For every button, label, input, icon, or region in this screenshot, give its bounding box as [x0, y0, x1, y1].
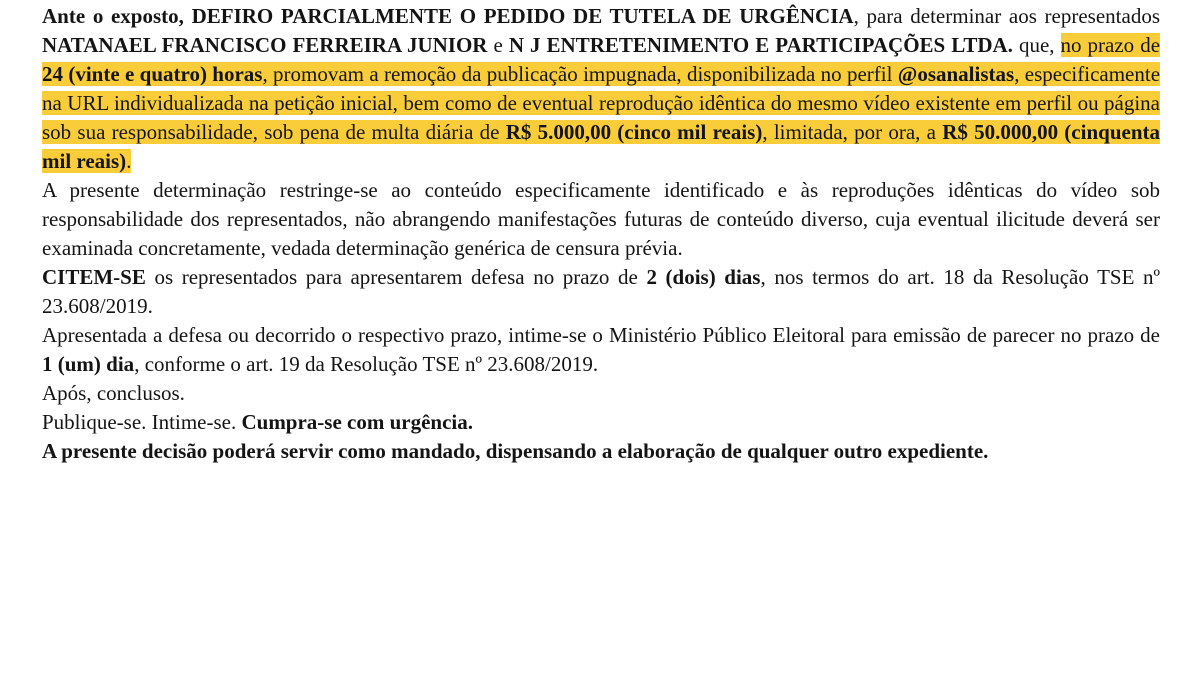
intro-text: Ante o exposto, — [42, 4, 184, 28]
text-segment: , promovam a remoção da publicação impugnada, disponibilizada no perfil — [262, 62, 893, 86]
text-segment: que, — [1018, 33, 1055, 57]
text-segment: e — [493, 33, 503, 57]
paragraph-citation — [42, 263, 1160, 321]
text-segment: , especificamente na URL individualizada na petição inicial, bem como de eventual reprodução idêntica do mesmo vídeo existente em perfil ou página sob sua responsabilidade, sob pena de multa diária de — [42, 62, 1161, 144]
daily-fine: R$ 5.000,00 (cinco mil reais) — [505, 120, 763, 144]
text-segment: os representados para apresentarem defesa no prazo de — [154, 265, 638, 289]
opinion-deadline: 1 (um) dia — [42, 352, 135, 376]
paragraph-conclusion: Após, conclusos. — [42, 381, 185, 405]
party-name-2: N J ENTRETENIMENTO E PARTICIPAÇÕES LTDA. — [508, 33, 1013, 57]
paragraph-decision — [42, 2, 1160, 176]
text-segment: Publique-se. Intime-se. — [42, 410, 237, 434]
decision-text: DEFIRO PARCIALMENTE O PEDIDO DE TUTELA DE URGÊNCIA — [191, 4, 854, 28]
paragraph-mandate — [42, 437, 1160, 466]
profile-handle: @osanalistas — [897, 62, 1015, 86]
text-segment: , conforme o art. 19 da Resolução TSE nº 23.608/2019. — [134, 352, 599, 376]
paragraph-publication — [42, 408, 1160, 437]
paragraph-scope: A presente determinação restringe-se ao conteúdo especificamente identificado e às reproduções idênticas do vídeo sob responsabilidade dos representados, não abrangendo manifestações futuras de conteúdo diverso, cuja eventual ilicitude deverá ser examinada concretamente, vedada determinação genérica de censura prévia. — [42, 178, 1160, 260]
deadline-hours: 24 (vinte e quatro) horas — [42, 62, 263, 86]
text-segment: , limitada, por ora, a — [762, 120, 936, 144]
paragraph-prosecutor — [42, 321, 1160, 379]
party-name-1: NATANAEL FRANCISCO FERREIRA JUNIOR — [42, 33, 488, 57]
text-segment: , nos termos do art. 18 da Resolução TSE nº 23.608/2019. — [42, 265, 1161, 318]
urgency-directive: Cumpra-se com urgência. — [241, 410, 474, 434]
mandate-text: A presente decisão poderá servir como mandado, dispensando a elaboração de qualquer outro expediente. — [42, 439, 989, 463]
text-segment: Apresentada a defesa ou decorrido o respectivo prazo, intime-se o Ministério Público Eleitoral para emissão de parecer no prazo de — [42, 323, 1160, 347]
defense-deadline: 2 (dois) dias — [646, 265, 761, 289]
text-segment: . — [126, 149, 132, 173]
fine-limit: R$ 50.000,00 (cinquenta mil reais) — [42, 120, 1160, 173]
court-decision-text — [42, 0, 1160, 466]
text-segment: , para determinar aos representados — [853, 4, 1161, 28]
text-segment: no prazo de — [1060, 33, 1161, 57]
cite-directive: CITEM-SE — [42, 265, 146, 289]
